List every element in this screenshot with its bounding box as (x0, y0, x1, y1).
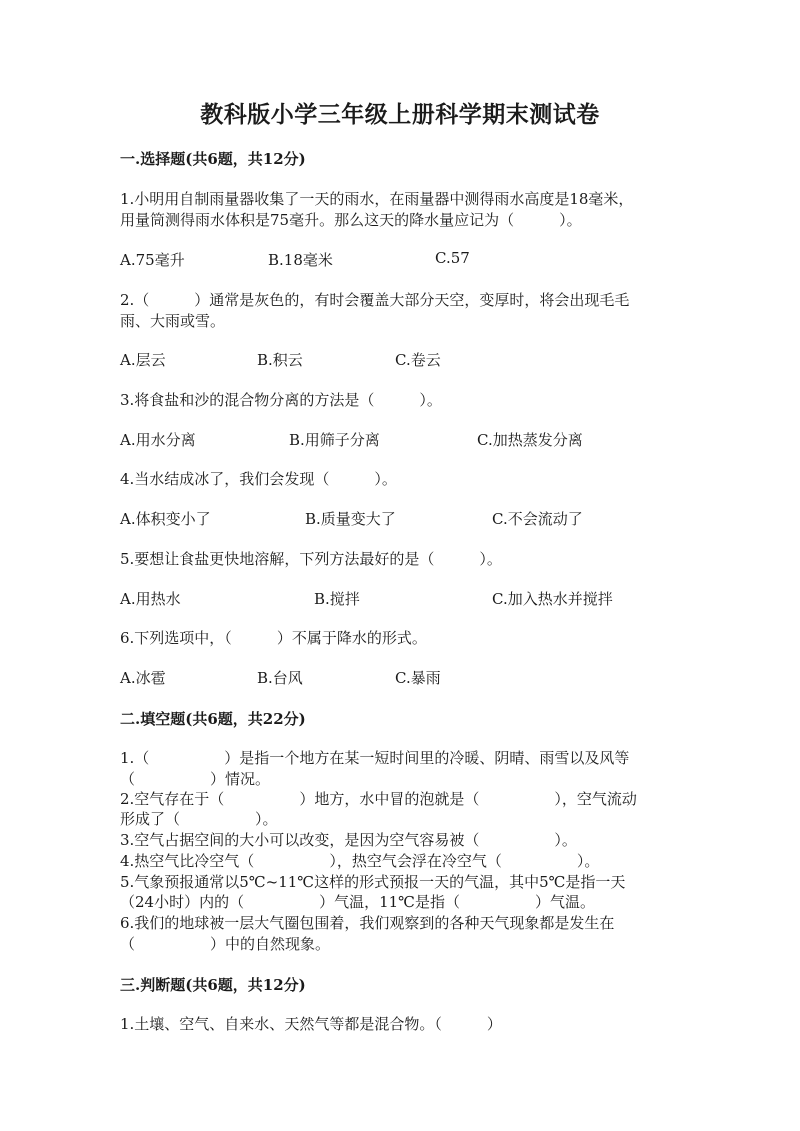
question-4-line-1: 4.当水结成冰了，我们会发现（ ）。 (120, 470, 397, 488)
question-6-option-a[interactable]: A.冰雹 (120, 669, 166, 687)
question-2-option-c[interactable]: C.卷云 (395, 351, 441, 369)
question-2-option-b[interactable]: B.积云 (257, 351, 303, 369)
question-5-line-1: 5.要想让食盐更快地溶解，下列方法最好的是（ ）。 (120, 550, 502, 568)
question-1-line-2: 用量筒测得雨水体积是75毫升。那么这天的降水量应记为（ ）。 (120, 211, 582, 229)
question-4-option-b[interactable]: B.质量变大了 (305, 510, 396, 528)
question-5-option-a[interactable]: A.用热水 (120, 590, 181, 608)
fill-line-7: 5.气象预报通常以5℃~11℃这样的形式预报一天的气温，其中5℃是指一天 (120, 873, 626, 891)
question-2-option-a[interactable]: A.层云 (120, 351, 166, 369)
question-1-option-c[interactable]: C.57 (435, 249, 470, 267)
fill-line-10: （ ）中的自然现象。 (120, 935, 331, 953)
question-3-option-b[interactable]: B.用筛子分离 (289, 431, 380, 449)
fill-line-4: 形成了（ ）。 (120, 810, 278, 828)
section-heading-fill-blank: 二.填空题(共6题，共22分) (120, 710, 306, 728)
question-6-option-b[interactable]: B.台风 (257, 669, 303, 687)
question-1-line-1: 1.小明用自制雨量器收集了一天的雨水，在雨量器中测得雨水高度是18毫米， (120, 190, 634, 208)
exam-title: 教科版小学三年级上册科学期末测试卷 (200, 101, 600, 128)
section-heading-judge: 三.判断题(共6题，共12分) (120, 976, 306, 994)
fill-line-6: 4.热空气比冷空气（ ），热空气会浮在冷空气（ ）。 (120, 852, 600, 870)
judge-line-1: 1.土壤、空气、自来水、天然气等都是混合物。（ ） (120, 1015, 502, 1033)
question-6-option-c[interactable]: C.暴雨 (395, 669, 441, 687)
question-3-option-a[interactable]: A.用水分离 (120, 431, 196, 449)
fill-line-5: 3.空气占据空间的大小可以改变，是因为空气容易被（ ）。 (120, 831, 577, 849)
fill-line-8: （24小时）内的（ ）气温，11℃是指（ ）气温。 (120, 893, 595, 911)
fill-line-3: 2.空气存在于（ ）地方，水中冒的泡就是（ ），空气流动 (120, 790, 637, 808)
question-1-option-b[interactable]: B.18毫米 (268, 251, 333, 269)
question-5-option-c[interactable]: C.加入热水并搅拌 (492, 590, 613, 608)
question-1-option-a[interactable]: A.75毫升 (120, 251, 185, 269)
question-3-option-c[interactable]: C.加热蒸发分离 (477, 431, 583, 449)
fill-line-2: （ ）情况。 (120, 770, 271, 788)
question-2-line-2: 雨、大雨或雪。 (120, 312, 226, 330)
question-4-option-a[interactable]: A.体积变小了 (120, 510, 211, 528)
question-4-option-c[interactable]: C.不会流动了 (492, 510, 583, 528)
question-5-option-b[interactable]: B.搅拌 (314, 590, 360, 608)
question-3-line-1: 3.将食盐和沙的混合物分离的方法是（ ）。 (120, 391, 442, 409)
question-2-line-1: 2.（ ）通常是灰色的，有时会覆盖大部分天空，变厚时，将会出现毛毛 (120, 291, 630, 309)
section-heading-choice: 一.选择题(共6题，共12分) (120, 150, 306, 168)
fill-line-1: 1.（ ）是指一个地方在某一短时间里的冷暖、阴晴、雨雪以及风等 (120, 749, 630, 767)
question-6-line-1: 6.下列选项中，（ ）不属于降水的形式。 (120, 629, 427, 647)
fill-line-9: 6.我们的地球被一层大气圈包围着，我们观察到的各种天气现象都是发生在 (120, 914, 615, 932)
